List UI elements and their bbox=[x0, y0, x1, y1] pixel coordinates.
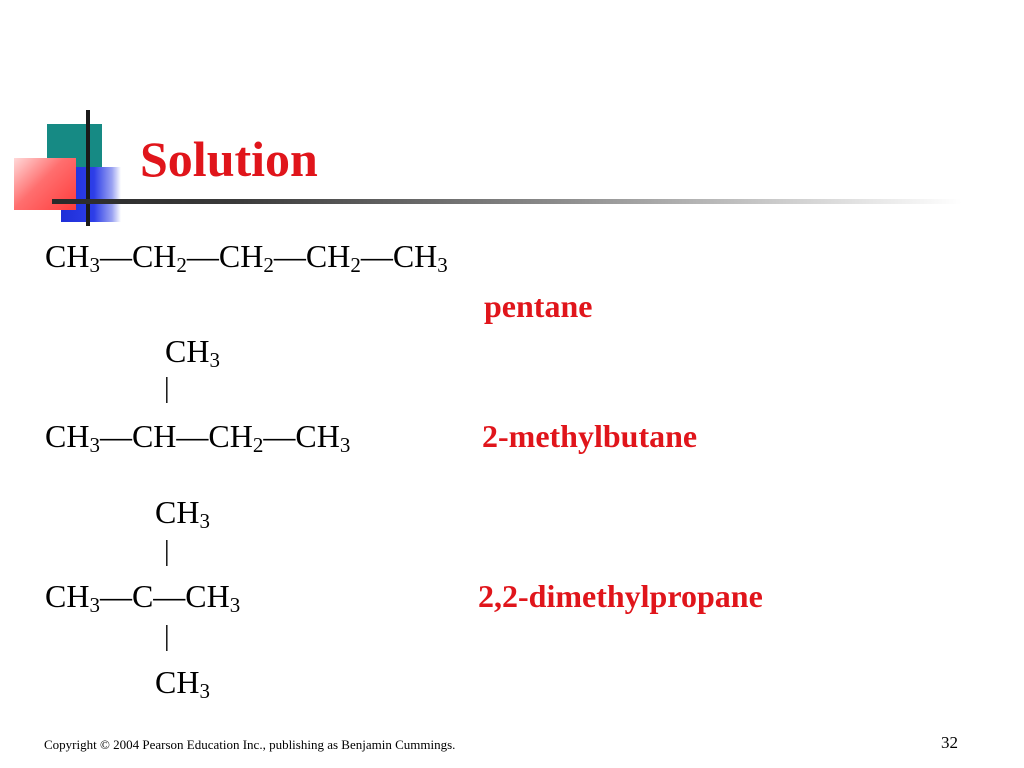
dimethylpropane-bottom-bond: | bbox=[164, 621, 170, 652]
dimethylpropane-bottom: $CH_3$ bbox=[155, 664, 210, 703]
title-underline-rule bbox=[52, 199, 962, 204]
pentane-name: pentane bbox=[484, 288, 593, 324]
dimethylpropane-name: 2,2-dimethylpropane bbox=[478, 578, 763, 614]
pentane-formula: $CH_3—CH_2—CH_2—CH_2—CH_3$ bbox=[45, 238, 448, 277]
methylbutane-name: 2-methylbutane bbox=[482, 418, 698, 454]
dimethylpropane-top-bond: | bbox=[164, 536, 170, 567]
decor-vertical-rule bbox=[86, 110, 90, 226]
page-number: 32 bbox=[941, 733, 958, 752]
methylbutane-bond: | bbox=[164, 373, 170, 404]
methylbutane-formula: $CH_3—CH—CH_2—CH_3$ bbox=[45, 418, 351, 457]
copyright-footer: Copyright © 2004 Pearson Education Inc., publishing as Benjamin Cummings. bbox=[44, 737, 456, 752]
slide-title: Solution bbox=[140, 131, 318, 187]
dimethylpropane-top: $CH_3$ bbox=[155, 494, 210, 533]
methylbutane-branch: $CH_3$ bbox=[165, 333, 220, 372]
dimethylpropane-formula: $CH_3—C—CH_3$ bbox=[45, 578, 241, 617]
